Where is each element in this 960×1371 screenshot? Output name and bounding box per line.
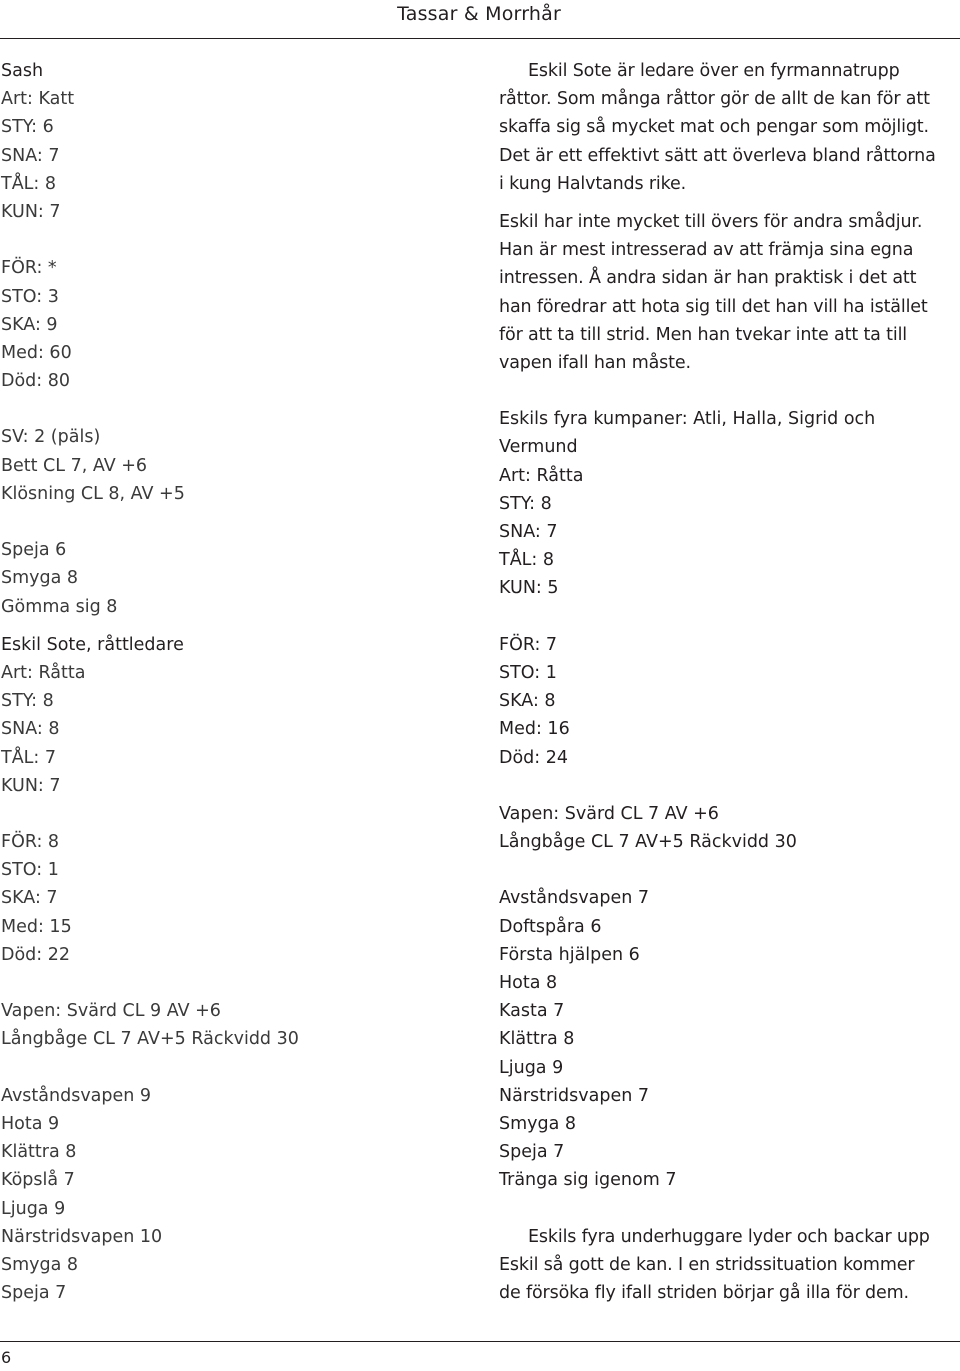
skill-line: Avståndsvapen 7 (499, 888, 650, 909)
stat-line: Art: Råtta (1, 662, 86, 683)
stat-line: FÖR: 7 (499, 634, 558, 655)
skill-line: Kasta 7 (499, 1001, 565, 1022)
stat-block-sash (1, 57, 471, 621)
page-header (0, 0, 960, 39)
stat-line: FÖR: * (1, 258, 57, 279)
body-paragraph (499, 208, 955, 377)
stat-line: Död: 24 (499, 747, 569, 768)
stat-line: SV: 2 (päls) (1, 427, 101, 448)
stat-line: FÖR: 8 (1, 832, 60, 853)
weapon-line: Långbåge CL 7 AV+5 Räckvidd 30 (499, 832, 797, 853)
stat-line: TÅL: 7 (1, 747, 57, 768)
stat-line: STO: 1 (1, 860, 59, 881)
footer-divider (0, 1341, 960, 1342)
paragraph-line: skaffa sig så mycket mat och pengar som möjligt. (499, 117, 929, 138)
stat-line: SNA: 8 (1, 719, 60, 740)
stat-line: KUN: 5 (499, 578, 559, 599)
paragraph-line: Eskil så gott de kan. I en stridssituation kommer (499, 1254, 915, 1275)
stat-line: Klösning CL 8, AV +5 (1, 483, 185, 504)
stat-line: KUN: 7 (1, 775, 61, 796)
skill-line: Doftspåra 6 (499, 916, 602, 937)
stat-block-eskil (1, 631, 471, 1308)
stat-line: SNA: 7 (499, 522, 558, 542)
character-name-continued: Vermund (499, 437, 578, 458)
stat-line: STY: 6 (1, 117, 54, 138)
stat-line: Art: Katt (1, 89, 75, 110)
paragraph-line: Han är mest intresserad av att främja sina egna (499, 240, 914, 261)
paragraph-line: Eskil har inte mycket till övers för andra smådjur. (499, 211, 923, 232)
skill-line: Speja 6 (1, 540, 67, 561)
stat-line: SKA: 7 (1, 888, 58, 909)
paragraph-line: Det är ett effektivt sätt att överleva bland råttorna (499, 145, 936, 166)
skill-line: Avståndsvapen 9 (1, 1085, 152, 1106)
skill-line: Klättra 8 (1, 1142, 77, 1163)
right-column (499, 57, 955, 1307)
paragraph-line: Eskil Sote är ledare över en fyrmannatrupp (528, 61, 900, 81)
left-column (1, 57, 471, 1307)
skill-line: Smyga 8 (499, 1113, 577, 1134)
skill-line: Hota 9 (1, 1113, 60, 1134)
paragraph-line: Eskils fyra underhuggare lyder och backar upp (528, 1226, 930, 1247)
skill-line: Smyga 8 (1, 1254, 79, 1275)
skill-line: Ljuga 9 (1, 1198, 66, 1219)
weapon-line: Vapen: Svärd CL 7 AV +6 (499, 803, 719, 824)
body-paragraph (499, 57, 955, 198)
weapon-line: Vapen: Svärd CL 9 AV +6 (1, 1001, 221, 1022)
skill-line: Speja 7 (1, 1283, 67, 1304)
paragraph-line: råttor. Som många råttor gör de allt de kan för att (499, 89, 930, 110)
stat-line: Art: Råtta (499, 465, 584, 486)
stat-line: STY: 8 (1, 691, 54, 712)
stat-line: STY: 8 (499, 493, 552, 514)
stat-line: STO: 1 (499, 662, 557, 683)
paragraph-line: intressen. Å andra sidan är han praktisk i det att (499, 268, 917, 289)
character-name: Eskil Sote, råttledare (1, 634, 184, 655)
running-header-title: Tassar & Morrhår (397, 3, 561, 25)
character-name: Eskils fyra kumpaner: Atli, Halla, Sigrid och (499, 409, 876, 430)
stat-block-companions (499, 405, 955, 1194)
stat-line: KUN: 7 (1, 201, 61, 222)
stat-line: Död: 22 (1, 944, 71, 965)
paragraph-line: för att ta till strid. Men han tvekar inte att ta till (499, 324, 907, 345)
stat-line: TÅL: 8 (499, 550, 555, 571)
skill-line: Hota 8 (499, 973, 558, 993)
skill-line: Närstridsvapen 7 (499, 1085, 650, 1106)
paragraph-line: de försöka fly ifall striden börjar gå illa för dem. (499, 1283, 909, 1304)
skill-line: Närstridsvapen 10 (1, 1226, 163, 1247)
stat-line: Med: 60 (1, 342, 72, 363)
paragraph-line: i kung Halvtands rike. (499, 173, 687, 194)
stat-line: SNA: 7 (1, 145, 60, 166)
stat-line: SKA: 8 (499, 691, 556, 712)
paragraph-line: vapen ifall han måste. (499, 352, 691, 373)
skill-line: Smyga 8 (1, 568, 79, 589)
paragraph-line: han föredrar att hota sig till det han vill ha istället (499, 296, 928, 317)
skill-line: Första hjälpen 6 (499, 944, 640, 965)
stat-line: TÅL: 8 (1, 173, 57, 194)
skill-line: Ljuga 9 (499, 1057, 564, 1078)
skill-line: Speja 7 (499, 1142, 565, 1163)
character-name: Sash (1, 61, 44, 81)
stat-line: STO: 3 (1, 286, 59, 307)
skill-line: Gömma sig 8 (1, 596, 118, 617)
weapon-line: Långbåge CL 7 AV+5 Räckvidd 30 (1, 1029, 299, 1050)
page-number: 6 (1, 1348, 12, 1367)
skill-line: Klättra 8 (499, 1029, 575, 1050)
stat-line: Bett CL 7, AV +6 (1, 455, 148, 476)
stat-line: SKA: 9 (1, 314, 58, 335)
skill-line: Tränga sig igenom 7 (499, 1170, 677, 1191)
skill-line: Köpslå 7 (1, 1170, 75, 1191)
body-paragraph (499, 1223, 955, 1308)
stat-line: Med: 16 (499, 719, 570, 740)
stat-line: Död: 80 (1, 371, 71, 392)
stat-line: Med: 15 (1, 916, 72, 937)
